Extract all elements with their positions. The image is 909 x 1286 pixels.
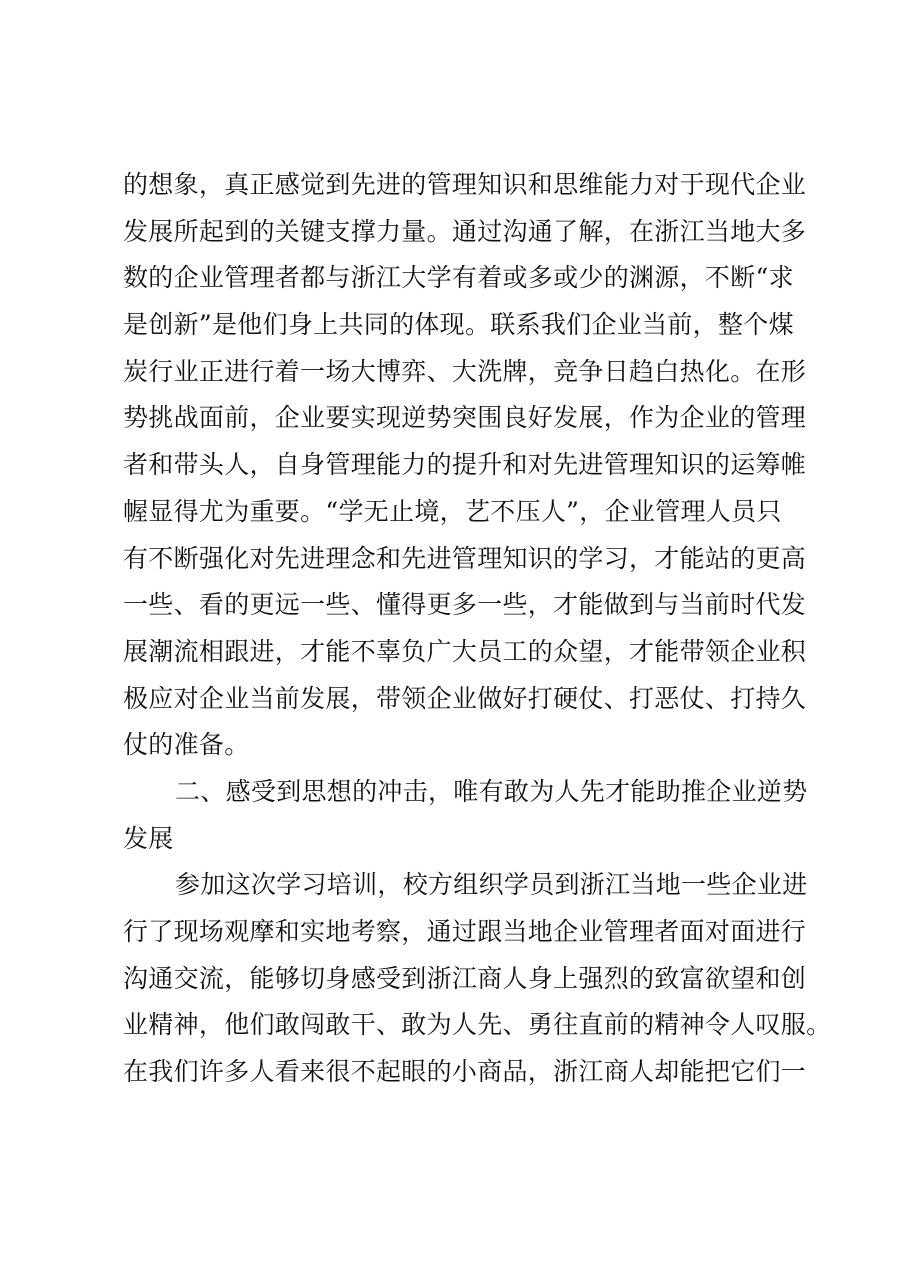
document-body (123, 162, 832, 1096)
text-line: 数的企业管理者都与浙江大学有着或多或少的渊源，不断“求 (123, 263, 794, 293)
section-heading-line: 二、感受到思想的冲击，唯有敢为人先才能助推企业逆势 (175, 776, 808, 806)
text-line: 的想象，真正感觉到先进的管理知识和思维能力对于现代企业 (123, 170, 807, 199)
text-line: 势挑战面前，企业要实现逆势突围良好发展，作为企业的管理 (123, 403, 807, 433)
text-line: 发展所起到的关键支撑力量。通过沟通了解，在浙江当地大多 (123, 216, 807, 246)
text-line: 是创新”是他们身上共同的体现。联系我们企业当前，整个煤 (123, 310, 794, 340)
text-line: 极应对企业当前发展，带领企业做好打硬仗、打恶仗、打持久 (123, 683, 807, 713)
text-line: 炭行业正进行着一场大博弈、大洗牌，竞争日趋白热化。在形 (123, 356, 807, 386)
text-line: 业精神，他们敢闯敢干、敢为人先、勇往直前的精神令人叹服。 (123, 1010, 832, 1040)
text-line: 一些、看的更远一些、懂得更多一些，才能做到与当前时代发 (123, 590, 807, 620)
text-line: 有不断强化对先进理念和先进管理知识的学习，才能站的更高 (123, 543, 807, 573)
text-line: 参加这次学习培训，校方组织学员到浙江当地一些企业进 (175, 870, 808, 900)
text-line: 仗的准备。 (123, 730, 250, 760)
text-line: 者和带头人，自身管理能力的提升和对先进管理知识的运筹帷 (123, 450, 807, 480)
text-line: 展潮流相跟进，才能不辜负广大员工的众望，才能带领企业积 (123, 636, 807, 666)
section-heading-line: 发展 (123, 823, 174, 853)
text-line: 幄显得尤为重要。“学无止境，艺不压人”，企业管理人员只 (123, 496, 782, 526)
text-line: 沟通交流，能够切身感受到浙江商人身上强烈的致富欲望和创 (123, 963, 807, 993)
text-line: 行了现场观摩和实地考察，通过跟当地企业管理者面对面进行 (123, 917, 807, 946)
text-line: 在我们许多人看来很不起眼的小商品，浙江商人却能把它们一 (123, 1057, 807, 1087)
